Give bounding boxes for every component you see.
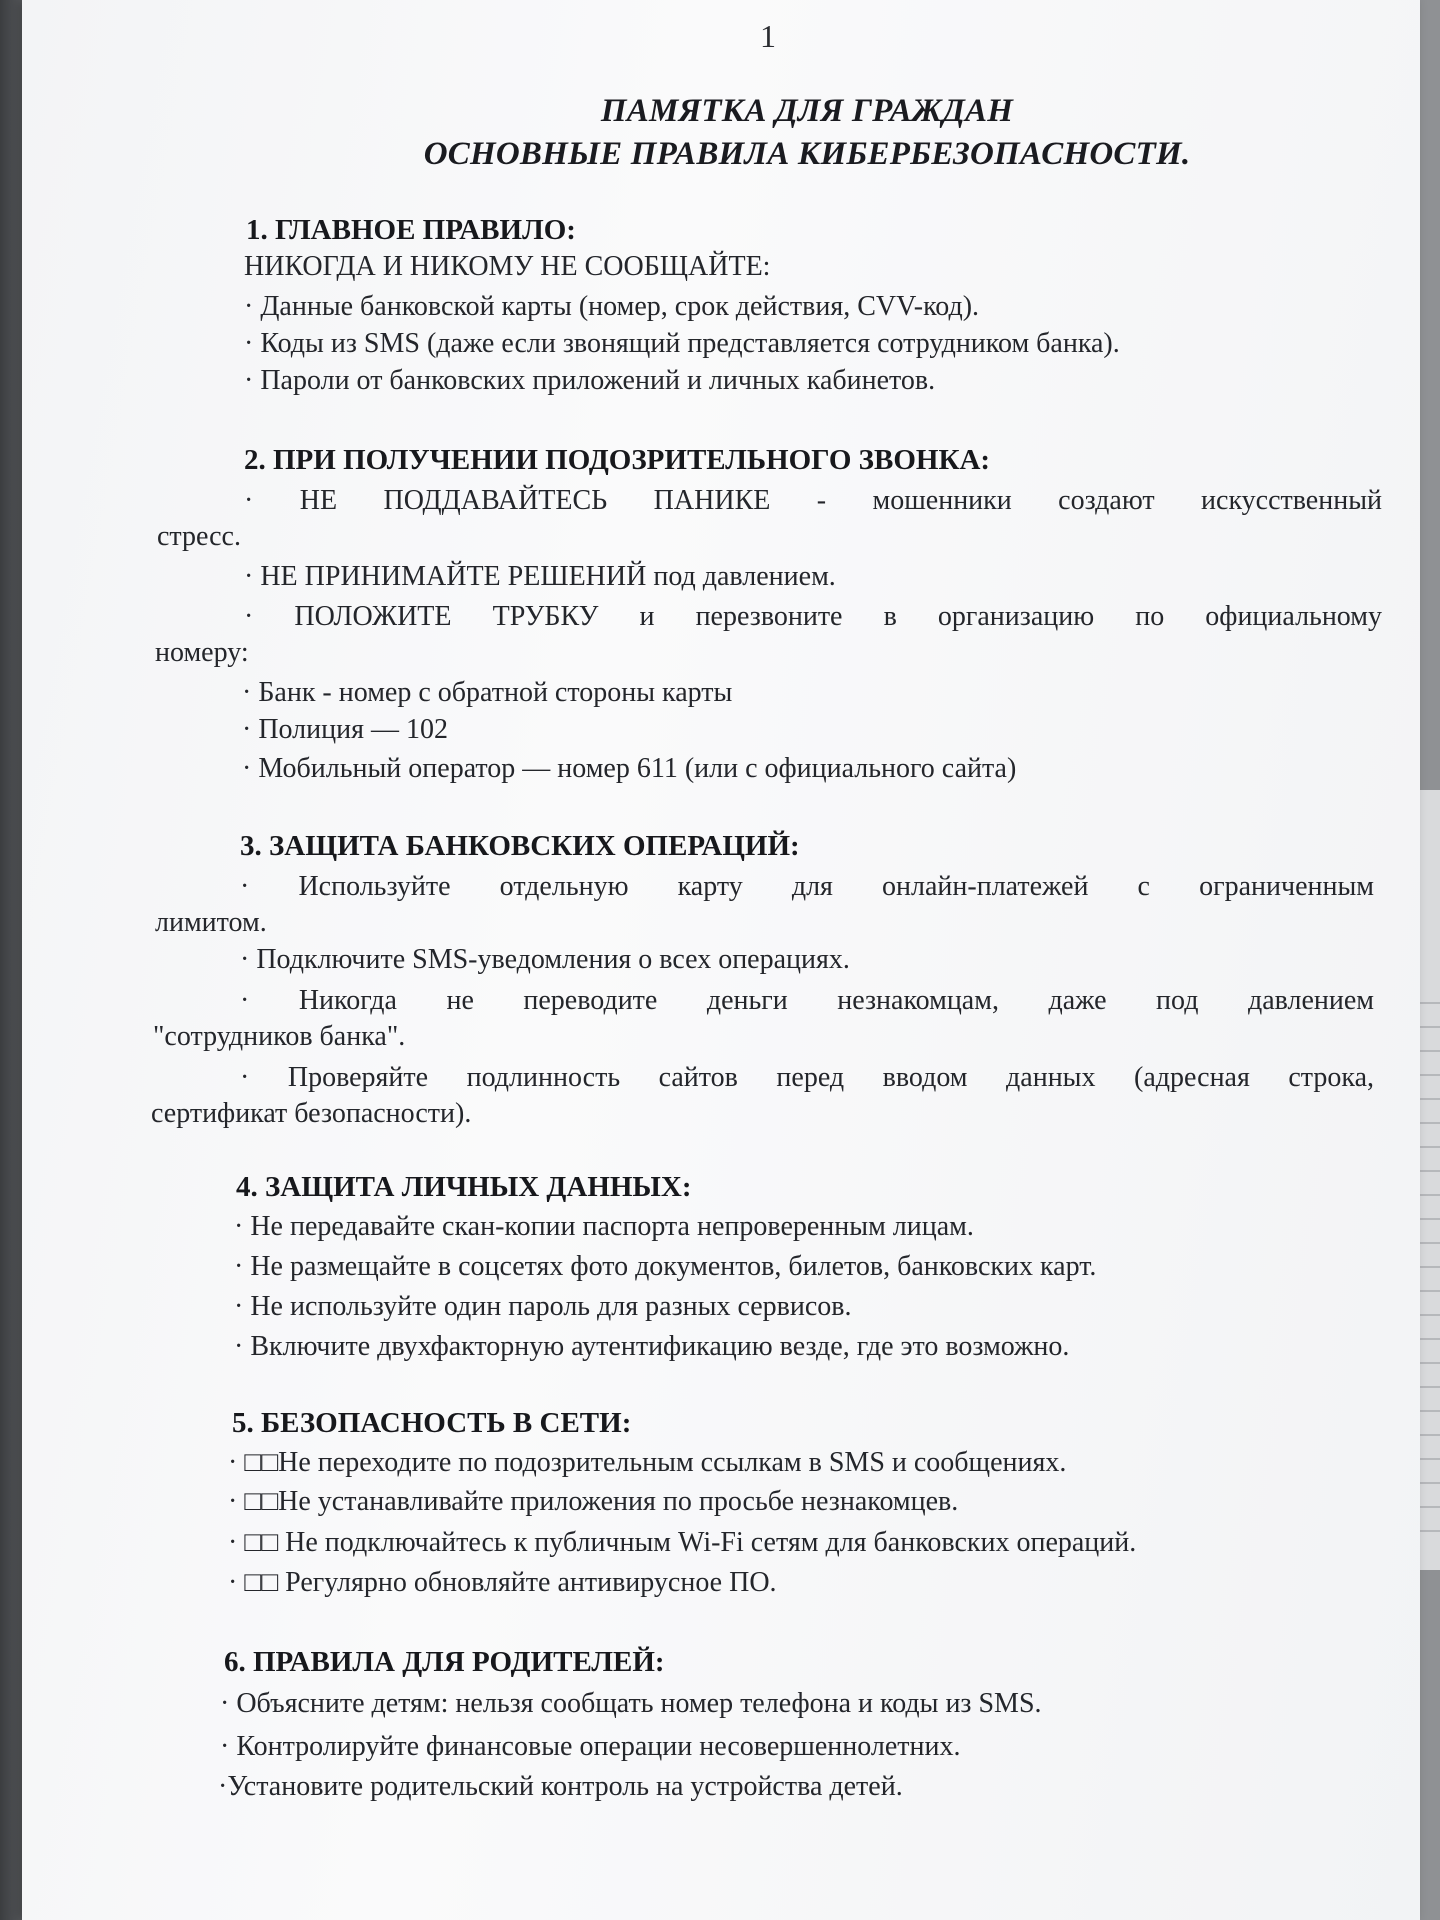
section-1-subheading: НИКОГДА И НИКОМУ НЕ СООБЩАЙТЕ: — [244, 251, 771, 282]
section-6-item: ·Установите родительский контроль на устройства детей. — [218, 1771, 903, 1802]
section-5-heading: 5. БЕЗОПАСНОСТЬ В СЕТИ: — [232, 1407, 632, 1439]
section-6-item: · Объясните детям: нельзя сообщать номер телефона и коды из SMS. — [220, 1688, 1042, 1719]
section-3-paragraph-cont: лимитом. — [155, 907, 267, 938]
section-1-heading: 1. ГЛАВНОЕ ПРАВИЛО: — [246, 214, 576, 246]
section-3-paragraph: · Никогда не переводите деньги незнакомцам, даже под давлением — [240, 985, 1374, 1016]
section-3-heading: 3. ЗАЩИТА БАНКОВСКИХ ОПЕРАЦИЙ: — [240, 830, 800, 862]
section-4-heading: 4. ЗАЩИТА ЛИЧНЫХ ДАННЫХ: — [236, 1171, 692, 1203]
section-5-item: · □□ Регулярно обновляйте антивирусное ПО. — [228, 1567, 777, 1598]
section-1-item: · Пароли от банковских приложений и личных кабинетов. — [244, 365, 936, 396]
section-4-item: · Не размещайте в соцсетях фото документов, билетов, банковских карт. — [234, 1251, 1097, 1282]
document-title: ПАМЯТКА ДЛЯ ГРАЖДАН — [600, 93, 1014, 129]
section-5-item: · □□Не устанавливайте приложения по просьбе незнакомцев. — [228, 1486, 959, 1517]
document-subtitle: ОСНОВНЫЕ ПРАВИЛА КИБЕРБЕЗОПАСНОСТИ. — [423, 136, 1191, 172]
section-3-paragraph-cont: "сотрудников банка". — [153, 1021, 406, 1052]
section-1-item: · Коды из SMS (даже если звонящий представляется сотрудником банка). — [244, 328, 1120, 359]
section-5-item: · □□ Не подключайтесь к публичным Wi-Fi сетям для банковских операций. — [228, 1527, 1137, 1558]
section-1-item: · Данные банковской карты (номер, срок действия, CVV-код). — [244, 291, 980, 322]
section-6-heading: 6. ПРАВИЛА ДЛЯ РОДИТЕЛЕЙ: — [224, 1646, 665, 1678]
section-3-paragraph: · Проверяйте подлинность сайтов перед вводом данных (адресная строка, — [240, 1062, 1374, 1093]
section-2-contact-item: · Банк - номер с обратной стороны карты — [242, 677, 733, 708]
section-4-item: · Не передавайте скан-копии паспорта непроверенным лицам. — [234, 1211, 974, 1242]
section-3-paragraph: · Используйте отдельную карту для онлайн-платежей с ограниченным — [240, 871, 1374, 902]
document-page — [22, 0, 1420, 1920]
section-3-paragraph: · Подключите SMS-уведомления о всех операциях. — [240, 944, 850, 975]
section-2-paragraph: · НЕ ПОДДАВАЙТЕСЬ ПАНИКЕ - мошенники создают искусственный — [244, 485, 1382, 516]
section-2-paragraph-cont: стресс. — [157, 521, 241, 552]
section-2-paragraph: · НЕ ПРИНИМАЙТЕ РЕШЕНИЙ под давлением. — [244, 561, 836, 592]
section-2-paragraph: · ПОЛОЖИТЕ ТРУБКУ и перезвоните в организацию по официальному — [244, 601, 1382, 632]
section-2-heading: 2. ПРИ ПОЛУЧЕНИИ ПОДОЗРИТЕЛЬНОГО ЗВОНКА: — [244, 444, 991, 476]
section-2-contact-item: · Мобильный оператор — номер 611 (или с официального сайта) — [242, 753, 1017, 784]
section-4-item: · Не используйте один пароль для разных сервисов. — [234, 1291, 852, 1322]
section-4-item: · Включите двухфакторную аутентификацию везде, где это возможно. — [234, 1331, 1070, 1362]
section-2-contact-item: · Полиция — 102 — [242, 714, 448, 745]
page-number: 1 — [760, 18, 776, 54]
section-5-item: · □□Не переходите по подозрительным ссылкам в SMS и сообщениях. — [228, 1447, 1067, 1478]
section-3-paragraph-cont: сертификат безопасности). — [151, 1098, 472, 1129]
section-6-item: · Контролируйте финансовые операции несовершеннолетних. — [220, 1731, 961, 1762]
section-2-paragraph-cont: номеру: — [155, 637, 249, 668]
